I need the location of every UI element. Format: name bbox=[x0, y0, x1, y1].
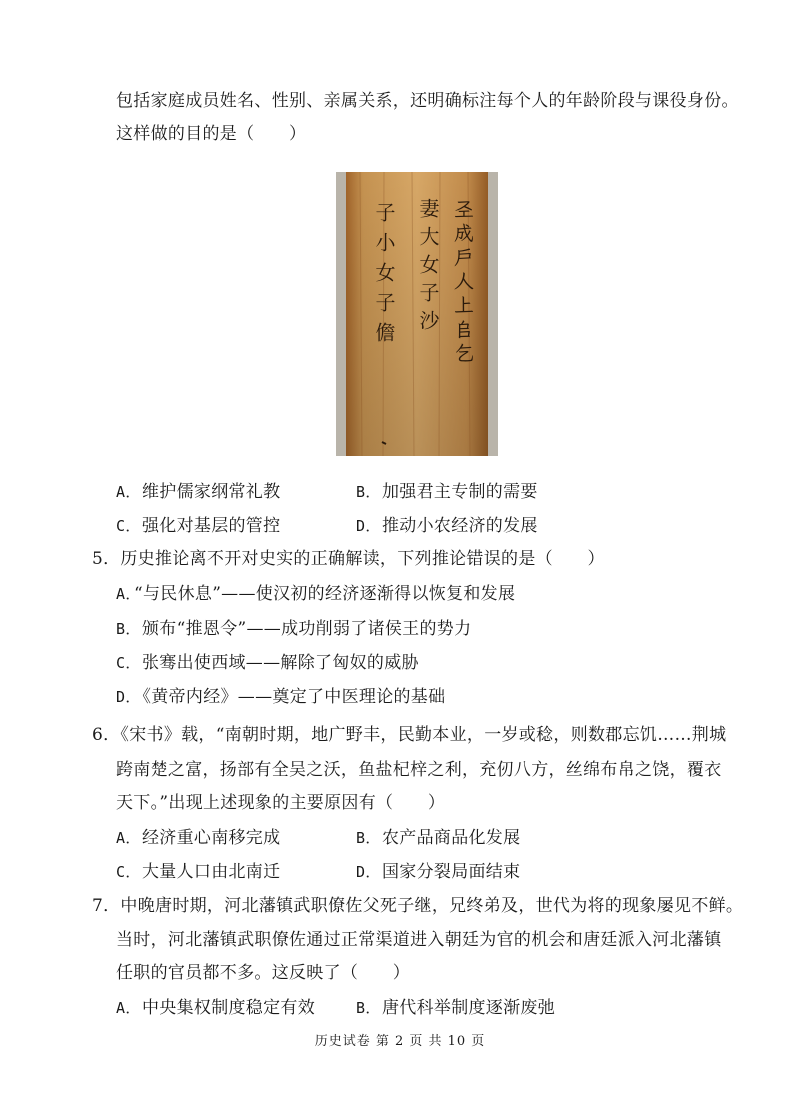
q4-option-a[interactable]: A．维护儒家纲常礼教 bbox=[116, 482, 281, 502]
q6-stem-line2: 跨南楚之富，扬部有全吴之沃，鱼盐杞梓之利，充仞八方，丝绵布帛之饶，覆衣 bbox=[116, 760, 722, 780]
q5-stem: 5．历史推论离不开对史实的正确解读，下列推论错误的是（ ） bbox=[92, 549, 605, 569]
q4-option-c[interactable]: C．强化对基层的管控 bbox=[116, 516, 281, 536]
q7-option-a[interactable]: A．中央集权制度稳定有效 bbox=[116, 998, 315, 1018]
slip-inscription-left: 子小女子儋 bbox=[372, 202, 396, 352]
q4-stem-question: 这样做的目的是（ ） bbox=[116, 124, 307, 144]
q7-stem-line1: 7．中晚唐时期，河北藩镇武职僚佐父死子继，兄终弟及，世代为将的现象屡见不鲜。 bbox=[92, 896, 744, 916]
q5-option-d[interactable]: D．《黄帝内经》——奠定了中医理论的基础 bbox=[116, 687, 446, 707]
q4-stem-line: 包括家庭成员姓名、性别、亲属关系，还明确标注每个人的年龄阶段与课役身份。 bbox=[116, 91, 739, 111]
bamboo-slip-image bbox=[336, 172, 498, 456]
slip-inscription-middle: 妻大女子沙 bbox=[416, 198, 440, 338]
q6-stem-line1: 6．《宋书》载，“南朝时期，地广野丰，民勤本业，一岁或稔，则数郡忘饥……荆城 bbox=[92, 725, 727, 745]
q4-option-b[interactable]: B．加强君主专制的需要 bbox=[356, 482, 538, 502]
q7-stem-line3: 任职的官员都不多。这反映了（ ） bbox=[116, 963, 411, 983]
q6-option-d[interactable]: D．国家分裂局面结束 bbox=[356, 862, 521, 882]
q5-option-a[interactable]: A．“与民休息”——使汉初的经济逐渐得以恢复和发展 bbox=[116, 584, 516, 604]
slip-inscription-right: 𢀖成戶人上𠂤乞 bbox=[452, 198, 476, 366]
q7-stem-line2: 当时，河北藩镇武职僚佐通过正常渠道进入朝廷为官的机会和唐廷派入河北藩镇 bbox=[116, 930, 722, 950]
q5-option-b[interactable]: B．颁布“推恩令”——成功削弱了诸侯王的势力 bbox=[116, 619, 472, 639]
q6-option-c[interactable]: C．大量人口由北南迁 bbox=[116, 862, 281, 882]
q4-option-d[interactable]: D．推动小农经济的发展 bbox=[356, 516, 538, 536]
q6-option-b[interactable]: B．农产品商品化发展 bbox=[356, 828, 521, 848]
page-footer: 历史试卷 第 2 页 共 10 页 bbox=[314, 1034, 486, 1049]
q7-option-b[interactable]: B．唐代科举制度逐渐废弛 bbox=[356, 998, 555, 1018]
q6-option-a[interactable]: A．经济重心南移完成 bbox=[116, 828, 281, 848]
q5-option-c[interactable]: C．张骞出使西域——解除了匈奴的威胁 bbox=[116, 653, 419, 673]
q6-stem-line3: 天下。”出现上述现象的主要原因有（ ） bbox=[116, 793, 446, 813]
bamboo-slip-svg bbox=[336, 172, 498, 456]
